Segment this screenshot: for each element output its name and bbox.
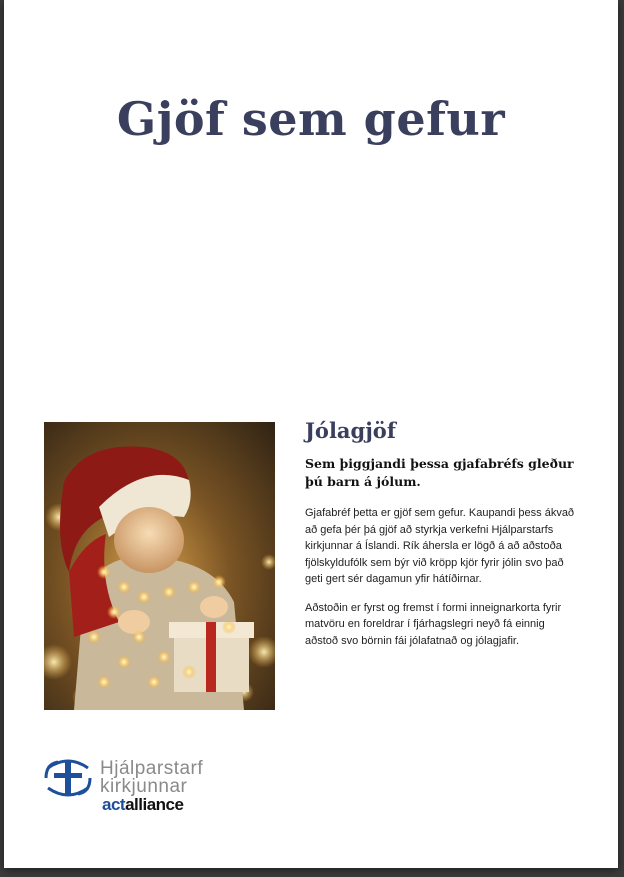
document-page (4, 0, 618, 868)
child-christmas-photo (44, 422, 275, 710)
section-lead: Sem þiggjandi þessa gjafabréfs gleður þú barn á jólum. (305, 456, 574, 489)
act-wordmark-part1: act (102, 795, 126, 814)
organization-logo (44, 756, 244, 816)
page-title: Gjöf sem gefur (116, 92, 506, 146)
gift-description (305, 418, 575, 661)
church-aid-cross-icon (44, 756, 92, 800)
paragraph-2: Aðstoðin er fyrst og fremst í formi inneignarkorta fyrir matvöru en foreldrar í fjárhagslegri neyð fá einnig aðstoð svo börnin fái jólafatnað og jólagjafir. (305, 601, 562, 647)
act-wordmark-part2: alliance (125, 795, 184, 814)
child-with-christmas-lights-icon (44, 422, 275, 710)
act-alliance-wordmark (102, 795, 183, 815)
logo-text-line1: Hjálparstarf (100, 758, 204, 779)
logo-text-line2: kirkjunnar (100, 776, 188, 797)
section-heading: Jólagjöf (305, 418, 396, 443)
paragraph-1: Gjafabréf þetta er gjöf sem gefur. Kaupandi þess ákvað að gefa þér þá gjöf að styrkja verkefni Hjálparstarfs kirkjunnar á Íslandi. Rík áhersla er lögð á að aðstoða fjölskyldufólk sem býr við kröpp kjör fyrir jólin svo það geti gert sér dagamun yfir hátíðirnar. (305, 507, 575, 585)
